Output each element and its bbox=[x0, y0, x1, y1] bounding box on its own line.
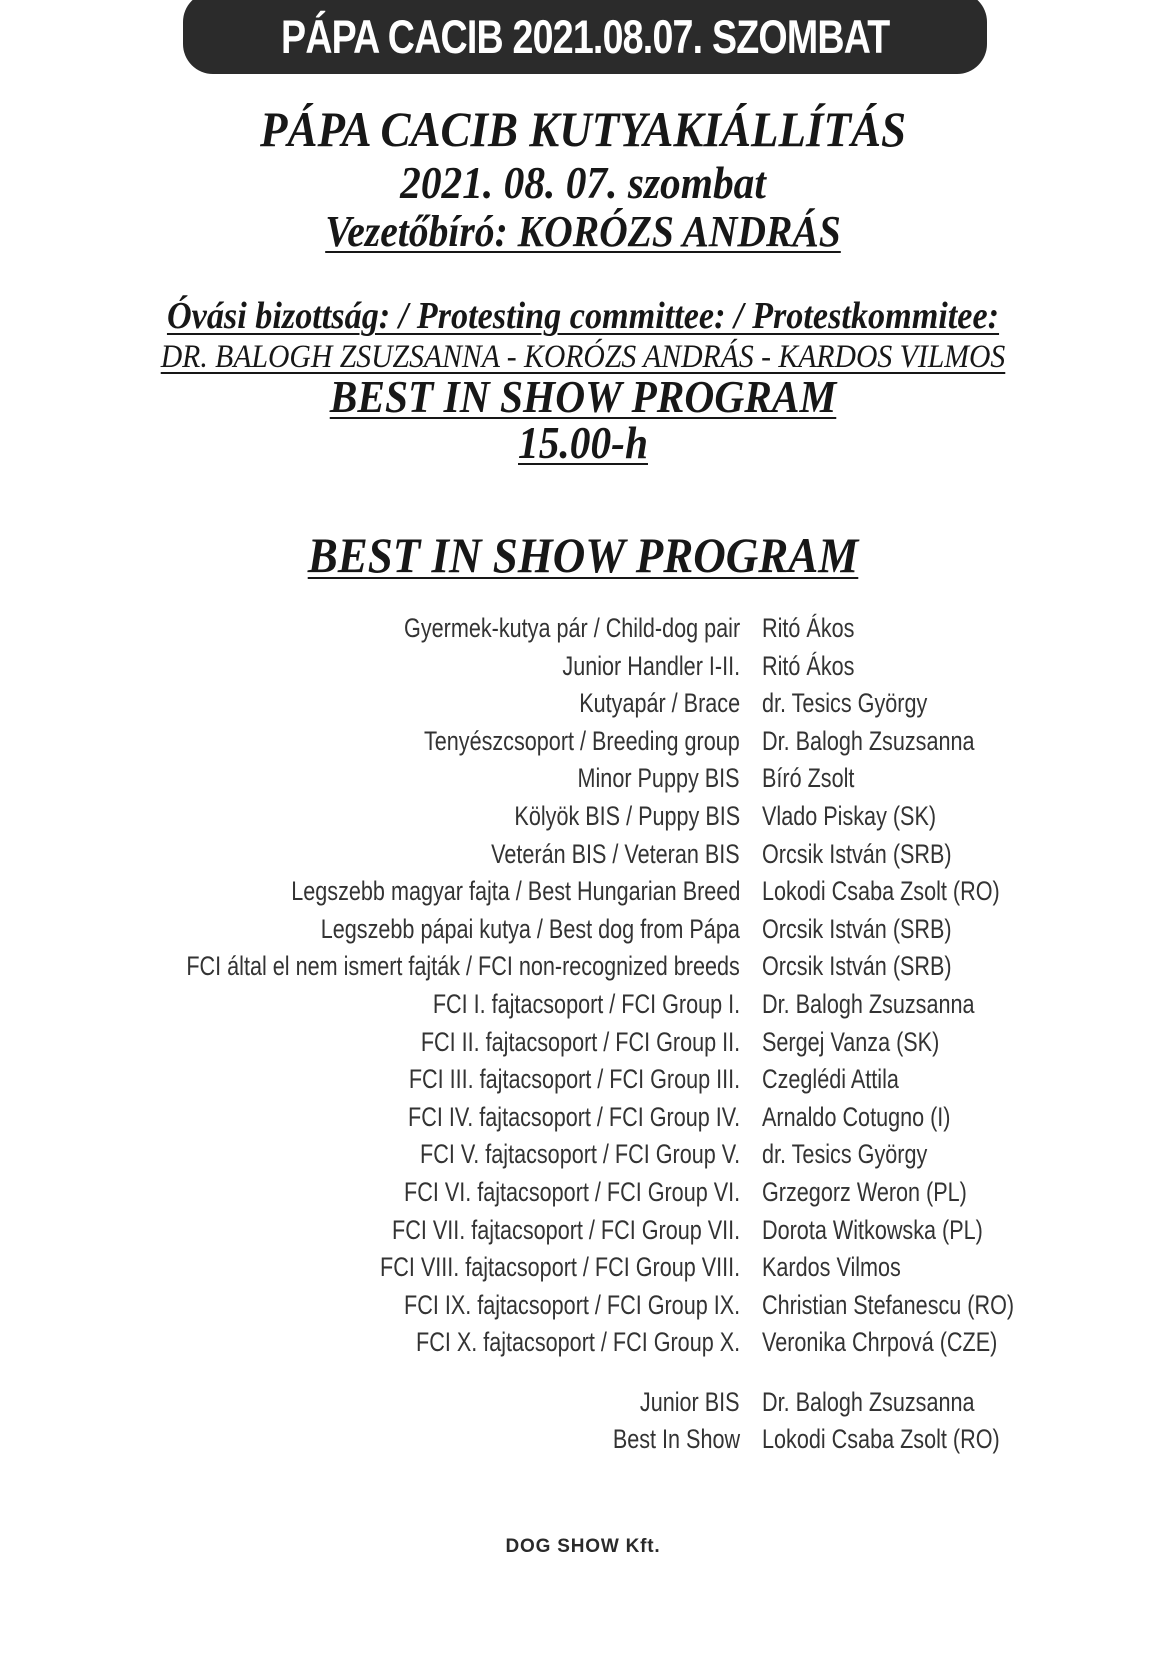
program-row bbox=[0, 1212, 1166, 1250]
protest-committee-members: DR. BALOGH ZSUZSANNA - KORÓZS ANDRÁS - KARDOS VILMOS bbox=[160, 339, 1006, 375]
program-category: Junior BIS bbox=[640, 1386, 740, 1417]
program-category: Minor Puppy BIS bbox=[577, 763, 740, 794]
program-row bbox=[0, 1249, 1166, 1287]
program-category: Tenyészcsoport / Breeding group bbox=[424, 725, 740, 756]
program-rows-main bbox=[0, 610, 1166, 1362]
program-row bbox=[0, 948, 1166, 986]
program-category: Legszebb magyar fajta / Best Hungarian Breed bbox=[290, 876, 740, 907]
program-row bbox=[0, 723, 1166, 761]
document-body bbox=[0, 74, 1166, 1459]
program-row bbox=[0, 836, 1166, 874]
program-row bbox=[0, 1324, 1166, 1362]
program-category: FCI IX. fajtacsoport / FCI Group IX. bbox=[403, 1289, 740, 1320]
program-category: FCI VIII. fajtacsoport / FCI Group VIII. bbox=[379, 1252, 740, 1283]
program-judge: Bíró Zsolt bbox=[762, 763, 855, 794]
program-category: FCI V. fajtacsoport / FCI Group V. bbox=[419, 1139, 740, 1170]
program-category: FCI VII. fajtacsoport / FCI Group VII. bbox=[391, 1214, 740, 1245]
program-rows-final bbox=[0, 1384, 1166, 1459]
program-row bbox=[0, 1421, 1166, 1459]
program-row bbox=[0, 648, 1166, 686]
program-category: FCI II. fajtacsoport / FCI Group II. bbox=[420, 1026, 740, 1057]
program-row bbox=[0, 1174, 1166, 1212]
program-category: Gyermek-kutya pár / Child-dog pair bbox=[403, 613, 740, 643]
program-category: Best In Show bbox=[612, 1424, 740, 1455]
header-banner bbox=[183, 0, 987, 74]
program-row bbox=[0, 1287, 1166, 1325]
program-judge: Dr. Balogh Zsuzsanna bbox=[762, 988, 975, 1019]
program-judge: Czeglédi Attila bbox=[762, 1064, 899, 1095]
program-judge: Ritó Ákos bbox=[762, 613, 855, 643]
program-judge: Christian Stefanescu (RO) bbox=[762, 1289, 1015, 1320]
program-row bbox=[0, 873, 1166, 911]
program-category: Junior Handler I-II. bbox=[562, 650, 740, 681]
program-category: Legszebb pápai kutya / Best dog from Pápa bbox=[320, 913, 740, 944]
program-row bbox=[0, 1384, 1166, 1422]
program-row bbox=[0, 1061, 1166, 1099]
program-heading: BEST IN SHOW PROGRAM bbox=[329, 371, 837, 422]
program-judge: Arnaldo Cotugno (I) bbox=[762, 1101, 951, 1132]
program-judge: dr. Tesics György bbox=[762, 688, 928, 719]
program-row bbox=[0, 1024, 1166, 1062]
program-row bbox=[0, 1099, 1166, 1137]
program-judge: Dorota Witkowska (PL) bbox=[762, 1214, 983, 1245]
program-judge: Kardos Vilmos bbox=[762, 1252, 901, 1283]
program-judge: Orcsik István (SRB) bbox=[762, 951, 952, 982]
program-judge: Veronika Chrpová (CZE) bbox=[762, 1327, 998, 1358]
program-judge: Dr. Balogh Zsuzsanna bbox=[762, 725, 975, 756]
program-row bbox=[0, 911, 1166, 949]
program-category: FCI III. fajtacsoport / FCI Group III. bbox=[408, 1064, 740, 1095]
program-judge: Ritó Ákos bbox=[762, 650, 855, 681]
program-row bbox=[0, 760, 1166, 798]
program-judge: Lokodi Csaba Zsolt (RO) bbox=[762, 876, 1000, 907]
chief-judge-line: Vezetőbíró: KORÓZS ANDRÁS bbox=[325, 207, 841, 256]
program-judge: Orcsik István (SRB) bbox=[762, 913, 952, 944]
program-judge: Vlado Piskay (SK) bbox=[762, 800, 937, 831]
program-category: FCI által el nem ismert fajták / FCI non-recognized breeds bbox=[186, 951, 740, 982]
show-title: PÁPA CACIB KUTYAKIÁLLÍTÁS bbox=[260, 101, 906, 157]
program-judge: Dr. Balogh Zsuzsanna bbox=[762, 1386, 975, 1417]
program-category: FCI X. fajtacsoport / FCI Group X. bbox=[415, 1327, 740, 1358]
program-row bbox=[0, 610, 1166, 648]
program-category: Veterán BIS / Veteran BIS bbox=[491, 838, 740, 869]
program-judge: Lokodi Csaba Zsolt (RO) bbox=[762, 1424, 1000, 1455]
program-row bbox=[0, 1136, 1166, 1174]
program-category: Kutyapár / Brace bbox=[579, 688, 740, 719]
program-list bbox=[0, 610, 1166, 1459]
program-category: FCI IV. fajtacsoport / FCI Group IV. bbox=[407, 1101, 740, 1132]
program-start-time: 15.00-h bbox=[518, 417, 648, 468]
organizer-footer: DOG SHOW Kft. bbox=[505, 1536, 661, 1557]
program-judge: Orcsik István (SRB) bbox=[762, 838, 952, 869]
show-date: 2021. 08. 07. szombat bbox=[400, 157, 766, 208]
header-banner-title: PÁPA CACIB 2021.08.07. SZOMBAT bbox=[280, 9, 890, 63]
list-gap bbox=[0, 1362, 1166, 1384]
program-category: FCI VI. fajtacsoport / FCI Group VI. bbox=[403, 1176, 740, 1207]
program-row bbox=[0, 685, 1166, 723]
program-judge: Sergej Vanza (SK) bbox=[762, 1026, 940, 1057]
program-row bbox=[0, 798, 1166, 836]
section-heading: BEST IN SHOW PROGRAM bbox=[307, 527, 859, 583]
program-row bbox=[0, 986, 1166, 1024]
program-judge: Grzegorz Weron (PL) bbox=[762, 1176, 967, 1207]
program-category: FCI I. fajtacsoport / FCI Group I. bbox=[432, 988, 740, 1019]
protest-committee-heading: Óvási bizottság: / Protesting committee: / Protestkommitee: bbox=[166, 295, 1000, 337]
program-judge: dr. Tesics György bbox=[762, 1139, 928, 1170]
program-category: Kölyök BIS / Puppy BIS bbox=[514, 800, 740, 831]
